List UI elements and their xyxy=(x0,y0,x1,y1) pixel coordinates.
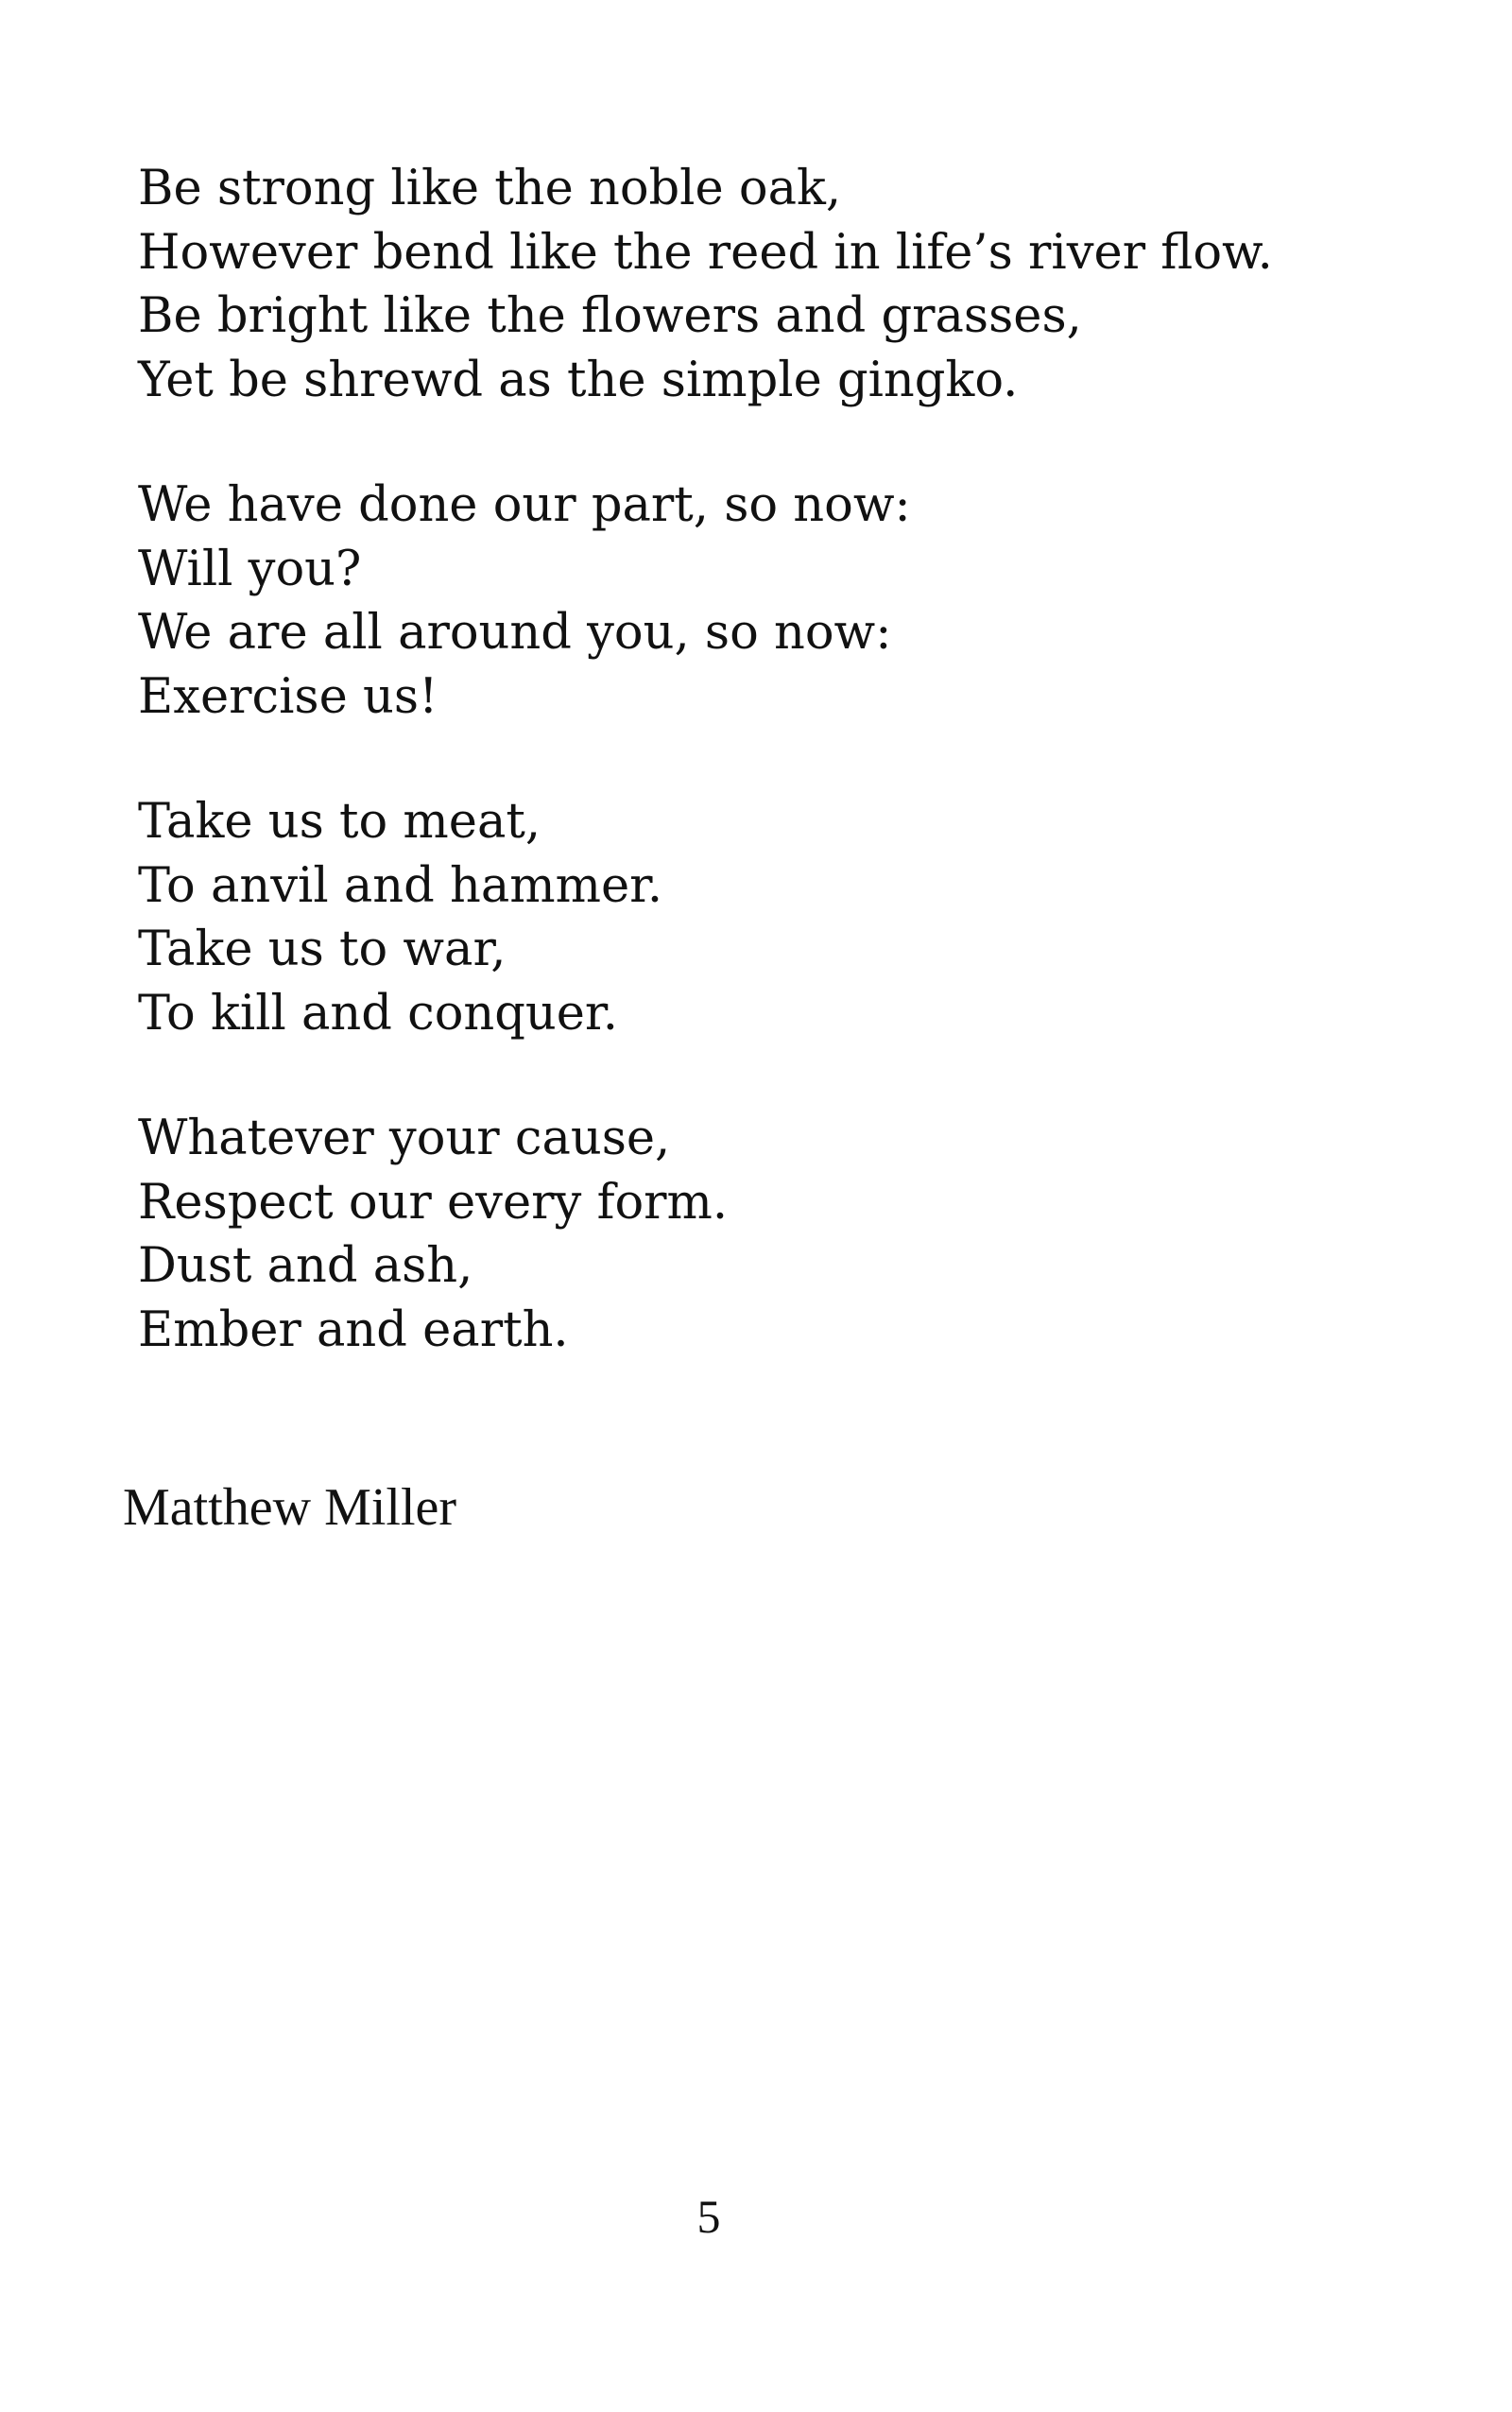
poem-line: To kill and conquer. xyxy=(138,985,618,1042)
poem-line: Be strong like the noble oak, xyxy=(138,161,842,216)
poem-line: Yet be shrewd as the simple gingko. xyxy=(138,352,1019,408)
poem-line: Will you? xyxy=(138,541,362,597)
poem-line: Be bright like the flowers and grasses, xyxy=(138,288,1082,344)
poem-line: Respect our every form. xyxy=(138,1174,729,1231)
stanza-3 xyxy=(138,790,1442,1045)
poem-line: To anvil and hammer. xyxy=(138,857,663,914)
poem-line: We have done our part, so now: xyxy=(138,477,911,533)
poem-line: Take us to war, xyxy=(138,922,507,977)
stanza-4 xyxy=(138,1107,1442,1362)
stanza-2 xyxy=(138,474,1442,729)
poem-line: Take us to meat, xyxy=(138,794,541,850)
author-name: Matthew Miller xyxy=(123,1478,457,1537)
poem xyxy=(138,157,1442,1362)
page-number: 5 xyxy=(696,2190,721,2243)
poem-line: However bend like the reed in life’s river flow. xyxy=(138,224,1273,281)
poem-line: Dust and ash, xyxy=(138,1238,473,1294)
poem-line: Whatever your cause, xyxy=(138,1111,671,1166)
stanza-1 xyxy=(138,157,1442,412)
poem-line: Ember and earth. xyxy=(138,1301,569,1358)
poem-line: We are all around you, so now: xyxy=(138,605,892,661)
poem-line: Exercise us! xyxy=(138,668,438,725)
